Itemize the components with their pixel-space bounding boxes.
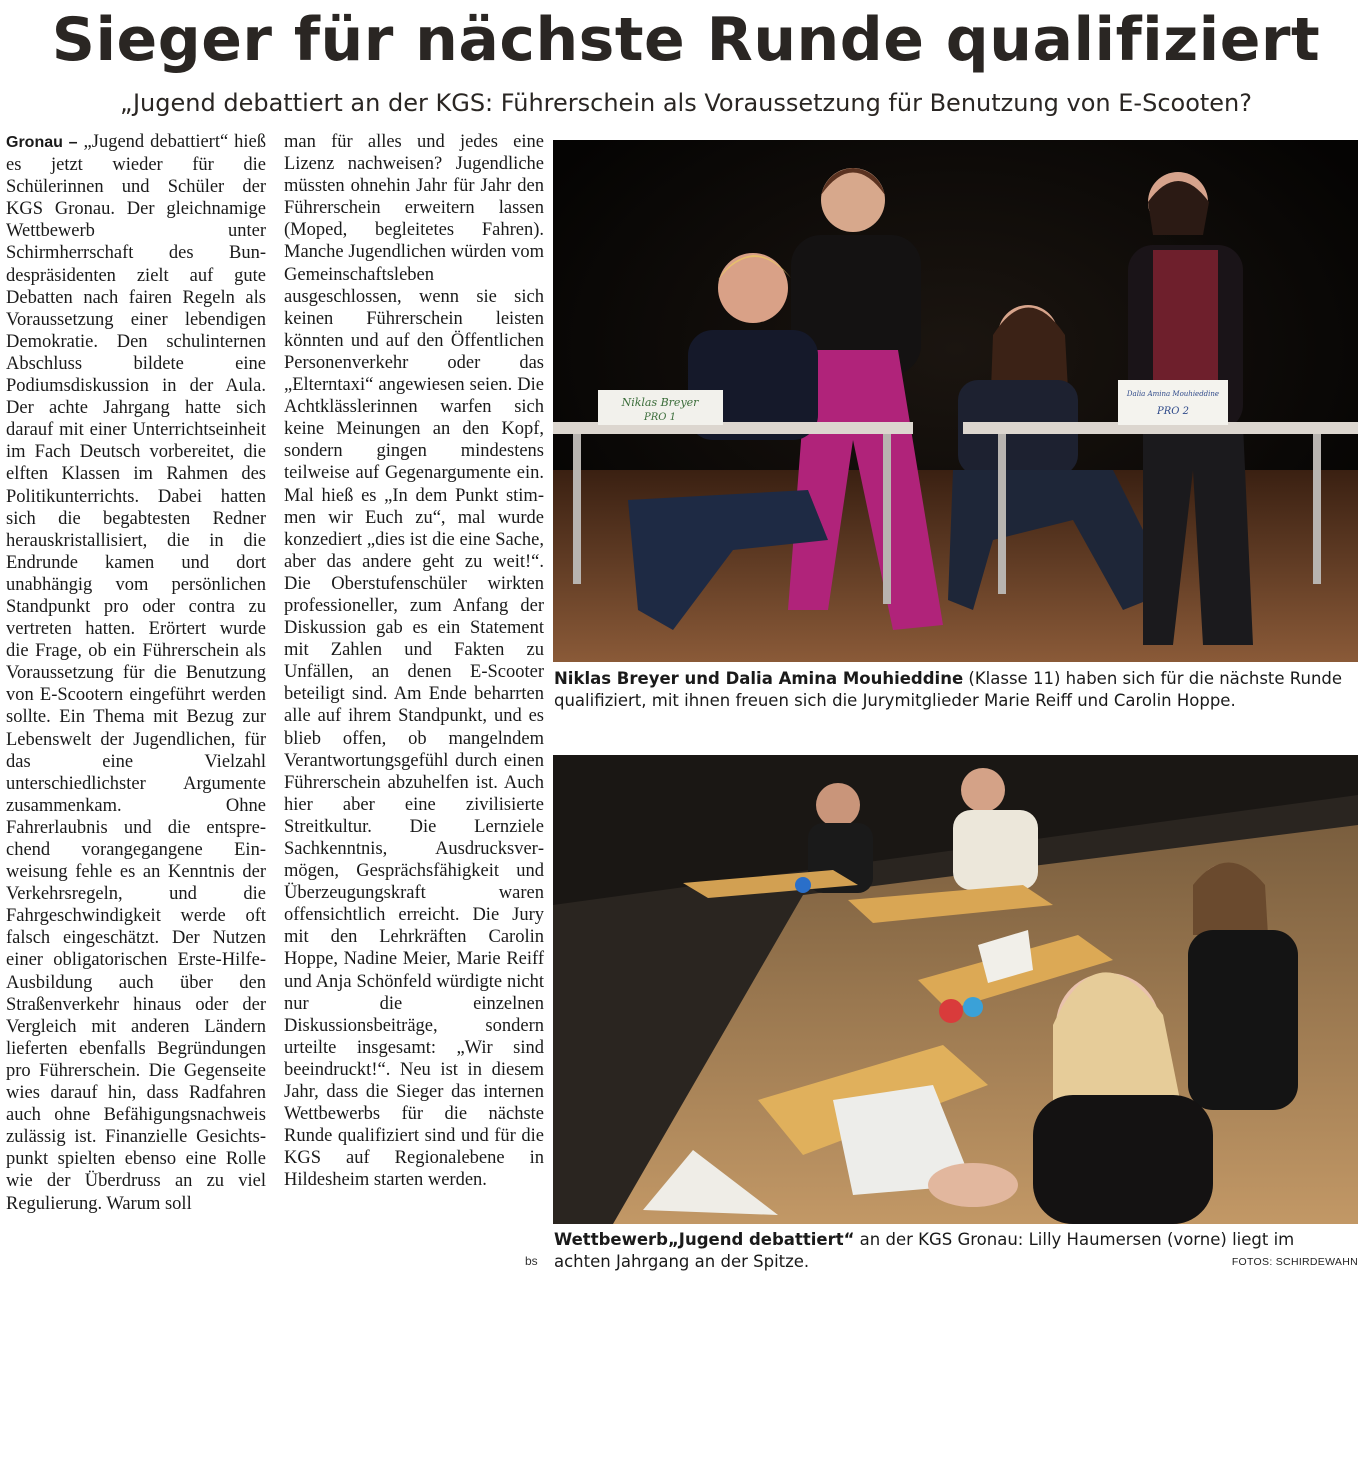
- author-initials: bs: [525, 1254, 538, 1268]
- caption-photo-1: [554, 668, 1354, 712]
- article-text-1: „Jugend debattiert“ hieß es jetzt wieder für die Schülerinnen und Schüler der KGS Gronau. Der gleichnamige Wettbewerb unter Schirmherrschaft des Bundespräsidenten zielt auf gute Debatten nach fairen Regeln als Voraussetzung einer lebendigen Demokratie. Den schulinternen Abschluss bildete eine Podiumsdiskussion in der Aula. Der achte Jahrgang hatte sich darauf mit einer Unterrichtseinheit im Fach Deutsch vorbereitet, die elften Klassen im Rahmen des Politikunterrichts. Dabei hatten sich die begabtesten Redner herauskristallisiert, die in die Endrunde kamen und dort unabhängig vom persönlichen Standpunkt pro oder contra zu vertreten hatten. Erörtert wurde die Frage, ob ein Führerschein als Voraussetzung für die Benutzung von E-Scootern eingeführt werden sollte. Ein Thema mit Bezug zur Lebenswelt der Jugendlichen, für das eine Vielzahl unterschiedlichster Argumente zusammenkam. Ohne Fahrerlaubnis und die entsprechend vorangegangene Einweisung fehle es an Kenntnis der Verkehrsregeln, und die Fahrgeschwindigkeit werde oft falsch eingeschätzt. Der Nutzen einer obligatorischen Erste-Hilfe-Ausbildung auch über den Straßenverkehr hinaus oder der Vergleich mit anderen Ländern lieferten ebenfalls Begründungen pro Führerschein. Die Gegenseite wies darauf hin, dass Radfahren auch ohne Befähigungsnachweis zulässig ist. Finanzielle Gesichtspunkt spielten ebenso eine Rolle wie der Überdruss an zu viel Regulierung. Warum soll: [6, 132, 267, 1214]
- nameplate-left-name: Niklas Breyer: [621, 396, 699, 409]
- photo-debate: [553, 755, 1358, 1224]
- nameplate-right-role: PRO 2: [1157, 406, 1189, 417]
- nameplate-left-role: PRO 1: [644, 412, 676, 423]
- caption-1-text: (Klasse 11) haben sich für die nächste Runde qualifiziert, mit ihnen freuen sich die Jurymitglieder Marie Reiff und Carolin Hoppe.: [554, 669, 1343, 710]
- caption-1-names: Niklas Breyer und Dalia Amina Mouhieddine: [554, 669, 964, 688]
- subheadline: „Jugend debattiert an der KGS: Führerschein als Voraussetzung für Benutzung von E-Scooten?: [119, 89, 1253, 117]
- headline: Sieger für nächste Runde qualifiziert: [51, 5, 1321, 75]
- article-column-2: [284, 131, 544, 1192]
- photo-winners: [553, 140, 1358, 662]
- article-text-2: man für alles und jedes eine Lizenz nachweisen? Jugendliche müssten ohnehin Jahr für Jahr den Führerschein erweitern lassen (Moped, begleitetes Fahren). Manche Jugendlichen würden vom Gemeinschaftsleben ausgeschlossen, wenn sie sich keinen Führerschein leisten könnten und auf den Öffentlichen Personenverkehr oder das „Elterntaxi“ angewiesen seien. Die Achtklässlerinnen warfen sich keine Meinungen an den Kopf, sondern gingen mindestens teilweise auf Gegenargumente ein. Mal hieß es „In dem Punkt stimmen wir Euch zu“, mal wurde konzediert „dies ist die eine Sache, aber das andere geht zu weit!“. Die Oberstufenschüler wirkten professioneller, zum Anfang der Diskussion gab es ein Statement mit Zahlen und Fakten zu Unfällen, an denen E-Scooter beteiligt sind. Am Ende beharrten alle auf ihrem Standpunkt, und es blieb offen, ob mangelndem Verantwortungsgefühl durch einen Führerschein abzuhelfen ist. Auch hier aber eine zivilisierte Streitkultur. Die Lernziele Sachkenntnis, Ausdrucksvermögen, Gesprächsfähigkeit und Überzeugungskraft waren offensichtlich erreicht. Die Jury mit den Lehrkräften Carolin Hoppe, Nadine Meier, Marie Reiff und Anja Schönfeld würdigte nicht nur die einzelnen Diskussionsbeiträge, sondern urteilte insgesamt: „Wir sind beeindruckt!“. Neu ist in diesem Jahr, dass die Sieger das internen Wettbewerbs für die nächste Runde qualifiziert sind und für die KGS auf Regionalebene in Hildesheim starten werden.: [284, 132, 544, 1191]
- photo-credit: FOTOS: SCHIRDEWAHN: [1231, 1256, 1358, 1268]
- nameplate-right-name: Dalia Amina Mouhieddine: [1126, 390, 1220, 398]
- dateline: Gronau –: [6, 134, 78, 151]
- caption-2-text: an der KGS Gronau: Lilly Haumersen (vorne) liegt im achten Jahrgang an der Spitze.: [554, 1230, 1295, 1271]
- article-column-1: [6, 131, 266, 1215]
- caption-2-title: Wettbewerb„Jugend debattiert“: [554, 1230, 855, 1249]
